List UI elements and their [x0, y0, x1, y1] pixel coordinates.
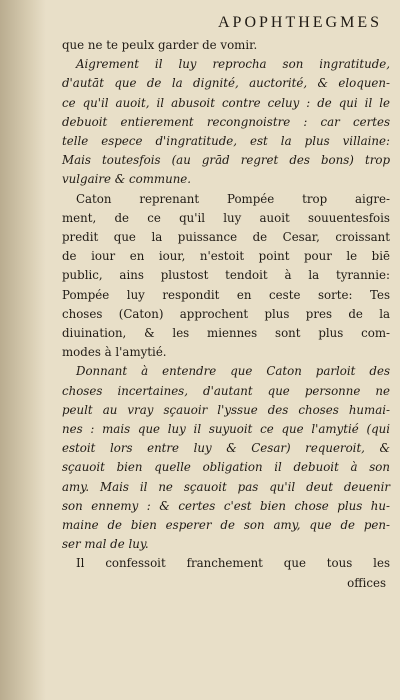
text-line: predit que la puissance de Cesar, croissant [62, 230, 390, 245]
text-line: debuoit entierement recongnoistre : car certes [62, 114, 390, 129]
text-line: estoit lors entre luy & Cesar) requeroit, & [62, 441, 390, 456]
text-block [62, 36, 390, 574]
text-line: que ne te peulx garder de vomir. [62, 38, 258, 52]
text-line: choses incertaines, d'autant que personne ne [62, 383, 390, 398]
text-line: sçauoit bien quelle obligation il debuoit à son [62, 460, 390, 475]
text-line: son ennemy : & certes c'est bien chose plus hu- [62, 498, 390, 513]
text-line: ment, de ce qu'il luy auoit souuentesfois [62, 210, 390, 225]
text-line: diuination, & les miennes sont plus com- [62, 326, 390, 341]
text-line: choses (Caton) approchent plus pres de la [62, 306, 390, 321]
text-line: d'autāt que de la dignité, auctorité, & eloquen- [62, 76, 390, 91]
text-line: modes à l'amytié. [62, 345, 167, 360]
text-line: amy. Mais il ne sçauoit pas qu'il deut deuenir [62, 479, 390, 494]
text-line: telle espece d'ingratitude, est la plus villaine: [62, 134, 390, 149]
text-line: ser mal de luy. [62, 537, 149, 552]
running-header: APOPHTHEGMES [217, 14, 382, 31]
text-line: ce qu'il auoit, il abusoit contre celuy : de qui il le [62, 95, 390, 110]
text-line: Mais toutesfois (au grād regret des bons) trop [62, 153, 390, 168]
text-line: Aigrement il luy reprocha son ingratitude, [76, 57, 390, 72]
text-line: Il confessoit franchement que tous les [76, 556, 390, 571]
page-gutter-shadow [0, 0, 46, 700]
text-line: maine de bien esperer de son amy, que de pen- [62, 518, 390, 533]
text-line: peult au vray sçauoir l'yssue des choses humai- [62, 402, 390, 417]
text-line: Pompée luy respondit en ceste sorte: Tes [62, 287, 390, 302]
text-line: nes : mais que luy il suyuoit ce que l'amytié (qui [62, 422, 390, 437]
text-line: de iour en iour, n'estoit point pour le biē [62, 249, 390, 264]
text-line: public, ains plustost tendoit à la tyrannie: [62, 268, 390, 283]
text-line: vulgaire & commune. [62, 172, 192, 187]
text-line: Caton reprenant Pompée trop aigre- [76, 191, 390, 206]
text-line: Donnant à entendre que Caton parloit des [76, 364, 390, 379]
catchword: offices [347, 575, 386, 590]
